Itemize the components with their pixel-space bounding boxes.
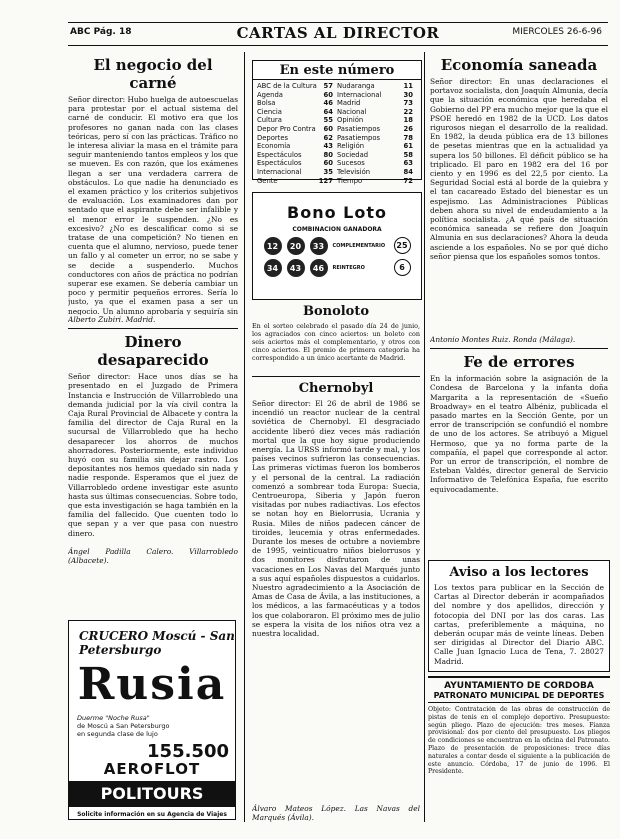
index-entry xyxy=(337,159,417,168)
index-entry-page: 46 xyxy=(323,99,333,108)
index-entry-page: 18 xyxy=(403,116,413,125)
bono-complementario: 25 xyxy=(394,237,411,254)
index-entry xyxy=(257,108,337,117)
index-entry xyxy=(257,177,337,186)
ad-footer: Solicite información en su Agencia de Viajes xyxy=(77,811,227,818)
index-entry-page: 58 xyxy=(403,150,413,159)
ayuntamiento-title: AYUNTAMIENTO DE CORDOBA xyxy=(444,681,594,691)
carne-body: Señor director: Hubo huelga de autoescuelas para protestar por el actual sistema del carné de conducir. El motivo era que los profesores no ganan nada con las clases teóricas, pero sí con las prácticas. Tráfico no le interesa aliviar la masa en el trámite para seguir manteniendo tantos empleos y los que se mueven. Es con razón, que los exámenes llegan a ser una verdadera carrera de obstáculos. Lo que nadie ha denunciado es el examen práctico y los criterios subjetivos de evaluación. Los examinadores dan por sentado que el aspirante debe ser infalible y el menor error le suspenden. ¿No es excesivo? ¿No es descalificar como si se tratase de una competición? No tienen en cuenta que el alumno, nervioso, puede tener un fallo y al cometer un error, no se sabe y se decide a suspenderlo. Muchos conductores con años de práctica no podrían superar ese examen. Se debería cambiar un poco y permitir pequeños errores. Sería lo justo, ya que el examen pasa a ser un negocio. Un alumno aprobaría y seguiría sin xyxy=(68,95,238,315)
page-header xyxy=(68,22,608,46)
index-entry xyxy=(257,82,337,91)
index-entry xyxy=(337,125,417,134)
ad-line1: Duerme "Noche Rusa" xyxy=(77,714,150,722)
index-entry-page: 127 xyxy=(318,176,333,185)
index-entry xyxy=(337,168,417,177)
index-entry-page: 63 xyxy=(403,159,413,168)
index-entry xyxy=(337,82,417,91)
index-entry-label: Nudaranga xyxy=(337,82,375,90)
economia-signature: Antonio Montes Ruiz. Ronda (Málaga). xyxy=(430,335,576,344)
index-entry-label: Tiempo xyxy=(337,176,363,185)
index-entry-label: Deportes xyxy=(257,133,289,142)
rusia-advertisement[interactable] xyxy=(68,620,236,820)
index-list-left xyxy=(257,82,337,185)
page-number: ABC Pág. 18 xyxy=(70,27,132,37)
index-entry-label: Ciencia xyxy=(257,107,282,116)
bono-reint-label: REINTEGRO xyxy=(332,265,365,271)
index-entry-page: 60 xyxy=(323,124,333,133)
ad-cruceros: CRUCERO Moscú - San Petersburgo xyxy=(79,629,235,657)
fe-errores-body: En la información sobre la asignación de la Condesa de Barcelona y la infanta doña Margarita a la representación de «Sueño Broadway» en el teatro Albéniz, publicada el pasado martes en la Sección Gente, por un error de transcripción se confundió el nombre de uno de los actores. Se atribuyó a Miguel Hermoso, que ya no forma parte de la compañía, el papel que corresponde al actor. Por un error de transcripción, el nombre de Esteban Valdés, director general de Servicio Informativo de Telefónica España, fue escrito equivocadamente. xyxy=(430,374,608,494)
bonoloto-title: Bonoloto xyxy=(302,304,370,319)
economia-title: Economía saneada xyxy=(440,56,598,74)
bono-ball: 12 xyxy=(264,237,282,255)
ad-sponsor: POLITOURS xyxy=(69,781,235,807)
dinero-title: Dinero desaparecido xyxy=(97,333,209,370)
index-entry-label: Opinión xyxy=(337,116,364,125)
index-entry-label: Sucesos xyxy=(337,159,365,168)
ayuntamiento-subtitle: PATRONATO MUNICIPAL DE DEPORTES xyxy=(428,691,610,703)
ayuntamiento-notice xyxy=(428,676,610,823)
index-entry xyxy=(337,91,417,100)
index-entry-page: 60 xyxy=(323,90,333,99)
index-box xyxy=(252,60,422,185)
index-entry xyxy=(257,159,337,168)
bono-ball: 43 xyxy=(287,259,305,277)
page-date: MIERCOLES 26-6-96 xyxy=(512,27,602,37)
column-divider xyxy=(244,52,245,822)
index-entry xyxy=(337,177,417,186)
index-entry-page: 57 xyxy=(323,82,333,90)
bono-ball: 34 xyxy=(264,259,282,277)
ad-airline: AEROFLOT xyxy=(103,760,201,778)
index-entry-label: Madrid xyxy=(337,99,361,108)
index-entry xyxy=(337,116,417,125)
index-entry-label: ABC de la Cultura xyxy=(257,82,317,90)
index-entry-label: Espectáculos xyxy=(257,150,302,159)
index-entry-page: 62 xyxy=(323,133,333,142)
index-entry-label: Pasatiempos xyxy=(337,124,381,133)
index-entry-label: Televisión xyxy=(337,167,371,176)
bono-loto-logo: Bono Loto xyxy=(287,203,387,222)
index-entry-label: Sociedad xyxy=(337,150,369,159)
dinero-body: Señor director: Hace unos días se ha presentado en el Juzgado de Primera Instancia e Instrucción de Villarrobledo una demanda judicial por la vía civil contra la Caja Rural Provincial de Albacete y contra la familia del director de Caja Rural en la sucursal de Villarrobledo que ha hecho desaparecer los ahorros de muchos ahorradores. Posteriormente, este individuo huyó con su familia sin dejar rastro. Los depositantes nos hemos quedado sin nada y nadie responde. Esperamos que el juez de Villarrobledo ordene investigar este asunto hasta sus últimas consecuencias. Sobre todo, que esta investigación se haga también en la familia del fallecido. Que cuenten todo lo que sepan y a ver que pasa con nuestro dinero. xyxy=(68,372,238,538)
bono-comp-label: COMPLEMENTARIO xyxy=(332,243,386,249)
bono-ball: 46 xyxy=(310,259,328,277)
index-entry-label: Nacional xyxy=(337,107,367,116)
carne-title: El negocio del carné xyxy=(93,56,213,92)
index-entry xyxy=(257,125,337,134)
index-entry xyxy=(257,116,337,125)
index-entry-page: 73 xyxy=(403,99,413,108)
index-entry-label: Internacional xyxy=(337,90,382,99)
index-entry-label: Internacional xyxy=(257,167,302,176)
fe-errores-title: Fe de errores xyxy=(463,353,575,372)
index-entry-label: Gente xyxy=(257,176,278,185)
aviso-title: Aviso a los lectores xyxy=(449,565,589,580)
aviso-lectores-box xyxy=(428,560,610,672)
index-entry xyxy=(257,151,337,160)
index-entry-page: 78 xyxy=(403,133,413,142)
index-entry-page: 26 xyxy=(403,124,413,133)
chernobyl-title: Chernobyl xyxy=(298,381,374,396)
index-entry xyxy=(337,142,417,151)
economia-body: Señor director: En unas declaraciones el portavoz socialista, don Joaquín Almunia, decía que la situación económica que heredaba el Gobierno del PP era mucho mejor que la que el PSOE heredó en 1982 de la UCD. Los datos rigurosos niegan el desarrollo de la realidad. En 1982, la deuda pública era de 13 billones de pesetas mientras que en la actualidad ya supera los 50 billones. El déficit público se ha triplicado. El paro en 1982 era del 16 por ciento y en 1996 es del 22,5 por ciento. La Seguridad Social está al borde de la quiebra y el tan cacareado Estado del bienestar es un espejismo. Las Administraciones Públicas deben ahora su nivel de endeudamiento a la política socialista. ¿A qué país de situación económica saneada se refiere don Joaquín Almunia en sus declaraciones? Ahora la deuda asciende a los españoles. No se por qué dicho señor piensa que los españoles somos tontos. xyxy=(430,77,608,261)
chernobyl-body: Señor director: El 26 de abril de 1986 se incendió un reactor nuclear de la central soviética de Chernobyl. El desgraciado accidente liberó diez veces más radiación mortal que la que hoy sigue produciendo energía. La URSS informó tarde y mal, y los países vecinos sufrieron las consecuencias. Las primeras víctimas fueron los bomberos y el personal de la central. La radiación comenzó a sombrear toda Europa: Suecia, Centroeuropa, Siberia y Japón fueron visitadas por nubes radiactivas. Los efectos se notan hoy en Bielorrusia, Ucrania y Rusia. Miles de niños padecen cáncer de tiroides, leucemia y otras enfermedades. Durante los meses de octubre a noviembre de 1995, veinticuatro niños bielorrusos y dos monitores disfrutaron de unas vacaciones en Los Navas del Marqués junto a sus aquí españoles dispuestos a cuidarlos. Nuestro agradecimiento a la Asociación de Amas de Casa de Ávila, a las instituciones, a los médicos, a las farmacéuticas y a todos los que colaboraron. El próximo mes de julio se espera la visita de los niños otra vez a nuestra localidad. xyxy=(252,399,420,639)
bono-reintegro: 6 xyxy=(394,259,411,276)
index-entry-page: 60 xyxy=(323,159,333,168)
bono-ball: 33 xyxy=(310,237,328,255)
index-entry-page: 61 xyxy=(403,142,413,151)
index-entry xyxy=(257,142,337,151)
column-divider xyxy=(424,52,425,822)
index-entry xyxy=(257,91,337,100)
chernobyl-signature: Álvaro Mateos López. Las Navas del Marqués (Ávila). xyxy=(252,804,420,823)
index-entry-page: 35 xyxy=(323,167,333,176)
ad-line3: en segunda clase de lujo xyxy=(77,730,158,738)
index-entry-page: 30 xyxy=(403,90,413,99)
index-entry xyxy=(257,134,337,143)
ad-rusia: Rusia xyxy=(77,659,227,710)
aviso-body: Los textos para publicar en la Sección de Cartas al Director deberán ir acompañados del nombre y dos apellidos, dirección y fotocopia del DNI por las dos caras. Las cartas, preferiblemente a máquina, no deberán ocupar más de veinte líneas. Deben ser dirigidas al Director del Diario ABC. Calle Juan Ignacio Luca de Tena, 7. 28027 Madrid. xyxy=(434,583,604,666)
column-left xyxy=(68,56,238,566)
index-entry-page: 84 xyxy=(403,167,413,176)
carne-signature: Alberto Zubiri. Madrid. xyxy=(68,315,156,324)
index-entry-label: Cultura xyxy=(257,116,282,125)
index-entry-page: 80 xyxy=(323,150,333,159)
index-entry-label: Agenda xyxy=(257,90,283,99)
index-entry-label: Bolsa xyxy=(257,99,276,108)
index-entry xyxy=(337,151,417,160)
bono-subtitle: COMBINACION GANADORA xyxy=(292,226,382,233)
index-entry-label: Depor Pro Contra xyxy=(257,124,316,133)
index-entry xyxy=(337,108,417,117)
bono-loto-box xyxy=(252,192,422,300)
index-entry-page: 72 xyxy=(403,176,413,185)
index-entry-page: 43 xyxy=(323,142,333,151)
ayuntamiento-body: Objeto: Contratación de las obras de construcción de pistas de tenis en el complejo deportivo. Presupuesto: según pliego. Plazo de ejecución: tres meses. Fianza provisional: dos por ciento del presupuesto. Los pliegos de condiciones se encuentran en la oficina del Patronato. Plazo de presentación de proposiciones: trece días naturales a contar desde el siguiente a la publicación de este anuncio. Córdoba, 17 de junio de 1996. El Presidente. xyxy=(428,706,610,776)
column-middle xyxy=(252,304,420,822)
index-entry-label: Economía xyxy=(257,142,291,151)
index-title: En este número xyxy=(253,61,421,80)
index-entry xyxy=(337,99,417,108)
ad-line2: de Moscú a San Petersburgo xyxy=(77,722,170,730)
section-title: CARTAS AL DIRECTOR xyxy=(236,24,440,42)
dinero-signature: Ángel Padilla Calero. Villarrobledo (Albacete). xyxy=(68,547,238,566)
index-entry-label: Espectáculos xyxy=(257,159,302,168)
index-entry-label: Pasatiempos xyxy=(337,133,381,142)
ad-price: 155.500 xyxy=(147,741,229,762)
index-entry-page: 22 xyxy=(403,107,413,116)
index-entry-page: 64 xyxy=(323,107,333,116)
column-right xyxy=(430,56,608,524)
index-list-right xyxy=(337,82,417,185)
index-entry-page: 11 xyxy=(403,82,413,90)
index-entry xyxy=(257,168,337,177)
index-entry xyxy=(337,134,417,143)
bono-ball: 20 xyxy=(287,237,305,255)
index-entry xyxy=(257,99,337,108)
bonoloto-body: En el sorteo celebrado el pasado día 24 de junio, los agraciados con cinco aciertos: un boleto con seis aciertos más el complementario, y otros con cinco aciertos. El premio de primera categoría ha correspondido a un único acertante de Madrid. xyxy=(252,322,420,362)
index-entry-page: 55 xyxy=(323,116,333,125)
index-entry-label: Religión xyxy=(337,142,365,151)
